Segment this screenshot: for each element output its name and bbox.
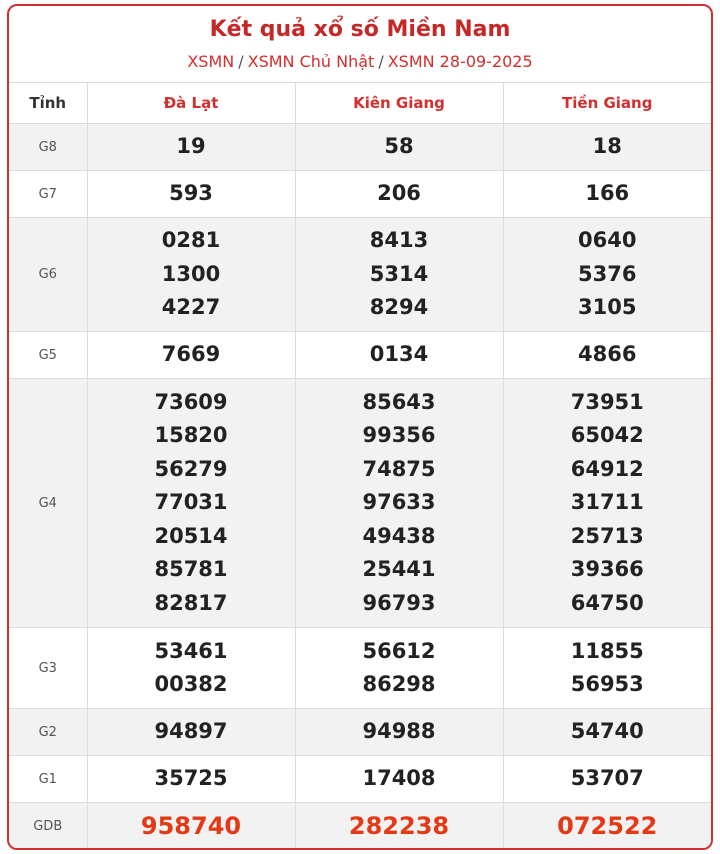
prize-label: GDB [9, 803, 87, 850]
prize-cell [503, 171, 711, 218]
lottery-results-card [7, 4, 713, 850]
column-header-province-1[interactable]: Đà Lạt [87, 83, 295, 124]
prize-number: 56953 [570, 672, 644, 696]
prize-cell [503, 218, 711, 332]
prize-number: 166 [585, 181, 630, 206]
prize-cell [295, 379, 503, 628]
prize-label: G2 [9, 709, 87, 756]
prize-number: 82817 [154, 590, 228, 615]
prize-cell [295, 124, 503, 171]
prize-cell [503, 756, 711, 803]
prize-cell [503, 379, 711, 628]
prize-cell [295, 218, 503, 332]
prize-cell [87, 379, 295, 628]
prize-number: 1300 [161, 261, 221, 286]
prize-number: 35725 [154, 766, 228, 791]
breadcrumb-link-xsmn[interactable]: XSMN [187, 52, 235, 71]
prize-row-g1 [9, 756, 711, 803]
prize-number: 8294 [369, 295, 429, 320]
prize-label: G1 [9, 756, 87, 803]
prize-cell [87, 171, 295, 218]
prize-number: 0281 [161, 228, 221, 253]
prize-cell [87, 628, 295, 709]
prize-cell [503, 803, 711, 850]
prize-number: 74875 [362, 456, 436, 481]
prize-number: 94988 [362, 719, 436, 744]
prize-number: 53461 [154, 638, 228, 663]
prize-cell [295, 332, 503, 379]
prize-number: 85643 [362, 389, 436, 414]
prize-number: 49438 [362, 523, 436, 548]
prize-number: 7669 [161, 342, 221, 367]
prize-number: 4227 [161, 295, 221, 320]
prize-cell [295, 803, 503, 850]
column-header-province-2[interactable]: Kiên Giang [295, 83, 503, 124]
prize-row-g5 [9, 332, 711, 379]
prize-number: 20514 [154, 523, 228, 548]
prize-cell [87, 803, 295, 850]
prize-row-g8 [9, 124, 711, 171]
prize-number: 15820 [154, 423, 228, 448]
prize-number: 5314 [369, 261, 429, 286]
prize-label: G3 [9, 628, 87, 709]
table-header-row [9, 83, 711, 124]
prize-cell [87, 756, 295, 803]
special-prize-number: 282238 [348, 812, 450, 840]
prize-cell [295, 628, 503, 709]
prize-number: 00382 [154, 672, 228, 696]
prize-number: 65042 [570, 423, 644, 448]
column-header-province-3[interactable]: Tiền Giang [503, 83, 711, 124]
breadcrumb [9, 52, 711, 72]
prize-number: 0640 [578, 228, 637, 253]
prize-cell [87, 218, 295, 332]
prize-number: 31711 [570, 490, 644, 515]
prize-row-g3 [9, 628, 711, 709]
prize-label: G6 [9, 218, 87, 332]
prize-row-g4 [9, 379, 711, 628]
prize-number: 17408 [362, 766, 436, 791]
prize-label: G8 [9, 124, 87, 171]
prize-cell [503, 709, 711, 756]
prize-row-g7 [9, 171, 711, 218]
breadcrumb-link-date[interactable]: XSMN 28-09-2025 [387, 52, 533, 71]
prize-number: 99356 [362, 423, 436, 448]
prize-number: 4866 [578, 342, 637, 367]
breadcrumb-separator: / [378, 52, 384, 71]
prize-number: 53707 [570, 766, 644, 791]
prize-label: G7 [9, 171, 87, 218]
prize-number: 64912 [570, 456, 644, 481]
column-header-province: Tỉnh [9, 83, 87, 124]
prize-number: 25713 [570, 523, 644, 548]
breadcrumb-link-weekday[interactable]: XSMN Chủ Nhật [247, 52, 375, 71]
prize-number: 56612 [362, 638, 436, 663]
prize-label: G4 [9, 379, 87, 628]
prize-number: 56279 [154, 456, 228, 481]
prize-number: 593 [169, 181, 213, 206]
prize-number: 73951 [570, 389, 644, 414]
prize-number: 39366 [570, 557, 644, 582]
prize-cell [503, 332, 711, 379]
special-prize-number: 958740 [140, 812, 242, 840]
prize-number: 25441 [362, 557, 436, 582]
prize-number: 0134 [369, 342, 429, 367]
prize-number: 54740 [570, 719, 644, 744]
prize-cell [87, 709, 295, 756]
prize-row-g6 [9, 218, 711, 332]
prize-cell [295, 171, 503, 218]
breadcrumb-separator: / [238, 52, 244, 71]
prize-cell [503, 124, 711, 171]
prize-number: 19 [176, 134, 206, 159]
prize-number: 11855 [570, 638, 644, 663]
prize-number: 3105 [578, 295, 637, 320]
prize-number: 206 [377, 181, 421, 206]
prize-number: 18 [592, 134, 622, 159]
prize-number: 96793 [362, 590, 436, 615]
prize-row-g2 [9, 709, 711, 756]
prize-number: 5376 [578, 261, 637, 286]
prize-number: 97633 [362, 490, 436, 515]
results-table [9, 83, 711, 850]
prize-number: 64750 [570, 590, 644, 615]
results-header [9, 6, 711, 83]
prize-number: 85781 [154, 557, 228, 582]
prize-label: G5 [9, 332, 87, 379]
results-body [9, 124, 711, 850]
prize-cell [295, 756, 503, 803]
prize-number: 58 [384, 134, 414, 159]
prize-number: 73609 [154, 389, 228, 414]
prize-row-gdb [9, 803, 711, 850]
prize-number: 94897 [154, 719, 228, 744]
page-title: Kết quả xổ số Miền Nam [209, 17, 511, 42]
prize-cell [295, 709, 503, 756]
prize-cell [87, 124, 295, 171]
prize-number: 8413 [369, 228, 429, 253]
prize-cell [503, 628, 711, 709]
special-prize-number: 072522 [557, 812, 658, 840]
prize-number: 86298 [362, 672, 436, 696]
prize-cell [87, 332, 295, 379]
prize-number: 77031 [154, 490, 228, 515]
